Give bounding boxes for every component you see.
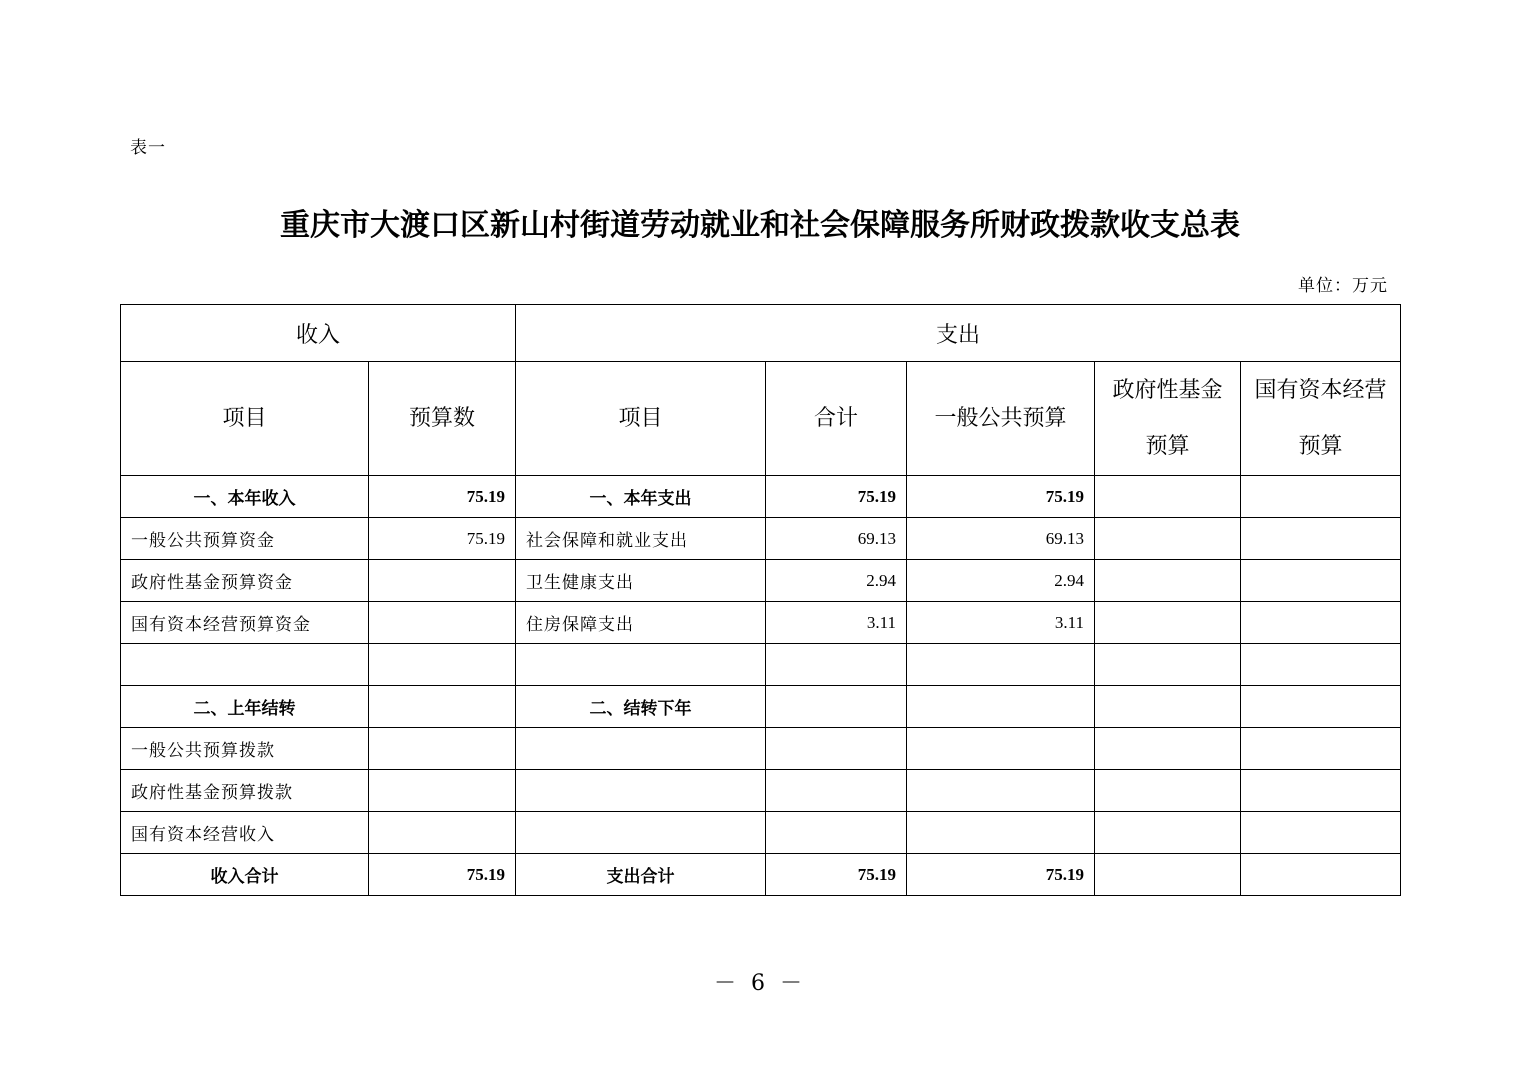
cell-gov-fund [1095, 770, 1241, 812]
cell-state-capital [1241, 476, 1401, 518]
header-gov-fund-budget: 政府性基金预算 [1095, 362, 1241, 476]
cell-income-item: 国有资本经营预算资金 [121, 602, 369, 644]
cell-income-value: 75.19 [369, 476, 516, 518]
cell-income-item [121, 644, 369, 686]
cell-expense-item [516, 728, 766, 770]
cell-total [766, 728, 907, 770]
cell-income-item: 政府性基金预算资金 [121, 560, 369, 602]
cell-state-capital [1241, 812, 1401, 854]
table-row [121, 560, 1401, 602]
header-income-budget: 预算数 [369, 362, 516, 476]
table-row [121, 686, 1401, 728]
cell-state-capital [1241, 854, 1401, 896]
table-row [121, 476, 1401, 518]
cell-income-value [369, 686, 516, 728]
cell-total [766, 812, 907, 854]
cell-total [766, 770, 907, 812]
cell-state-capital [1241, 644, 1401, 686]
cell-income-item: 一般公共预算拨款 [121, 728, 369, 770]
cell-income-value [369, 728, 516, 770]
cell-general [907, 812, 1095, 854]
cell-general: 75.19 [907, 476, 1095, 518]
cell-state-capital [1241, 728, 1401, 770]
table-row [121, 644, 1401, 686]
table-row [121, 518, 1401, 560]
cell-gov-fund [1095, 686, 1241, 728]
cell-gov-fund [1095, 644, 1241, 686]
budget-table [120, 304, 1401, 896]
cell-state-capital [1241, 770, 1401, 812]
cell-expense-item: 支出合计 [516, 854, 766, 896]
cell-total: 69.13 [766, 518, 907, 560]
cell-expense-item: 住房保障支出 [516, 602, 766, 644]
cell-general: 69.13 [907, 518, 1095, 560]
cell-expense-item: 二、结转下年 [516, 686, 766, 728]
cell-gov-fund [1095, 518, 1241, 560]
cell-total: 75.19 [766, 854, 907, 896]
cell-income-value [369, 560, 516, 602]
header-total: 合计 [766, 362, 907, 476]
cell-general [907, 644, 1095, 686]
unit-label: 单位：万元 [1298, 276, 1388, 296]
cell-general [907, 728, 1095, 770]
cell-expense-item [516, 812, 766, 854]
cell-expense-item: 社会保障和就业支出 [516, 518, 766, 560]
group-expense-header: 支出 [516, 305, 1401, 362]
cell-gov-fund [1095, 560, 1241, 602]
cell-income-item: 一、本年收入 [121, 476, 369, 518]
group-income-header: 收入 [121, 305, 516, 362]
cell-state-capital [1241, 686, 1401, 728]
header-general-budget: 一般公共预算 [907, 362, 1095, 476]
cell-income-item: 收入合计 [121, 854, 369, 896]
cell-total [766, 644, 907, 686]
cell-income-value [369, 602, 516, 644]
cell-general: 3.11 [907, 602, 1095, 644]
table-label: 表一 [130, 138, 166, 158]
cell-total [766, 686, 907, 728]
cell-income-item: 一般公共预算资金 [121, 518, 369, 560]
cell-general [907, 686, 1095, 728]
cell-income-item: 政府性基金预算拨款 [121, 770, 369, 812]
page-number: － 6 － [714, 971, 806, 996]
cell-income-item: 国有资本经营收入 [121, 812, 369, 854]
page-title: 重庆市大渡口区新山村街道劳动就业和社会保障服务所财政拨款收支总表 [280, 208, 1240, 243]
cell-expense-item [516, 644, 766, 686]
cell-expense-item: 卫生健康支出 [516, 560, 766, 602]
group-header-row [121, 305, 1401, 362]
column-header-row [121, 362, 1401, 476]
header-income-item: 项目 [121, 362, 369, 476]
cell-general: 2.94 [907, 560, 1095, 602]
cell-income-value: 75.19 [369, 854, 516, 896]
cell-state-capital [1241, 602, 1401, 644]
cell-income-value [369, 644, 516, 686]
cell-state-capital [1241, 518, 1401, 560]
cell-expense-item: 一、本年支出 [516, 476, 766, 518]
cell-gov-fund [1095, 812, 1241, 854]
table-row [121, 770, 1401, 812]
cell-gov-fund [1095, 728, 1241, 770]
cell-total: 75.19 [766, 476, 907, 518]
cell-expense-item [516, 770, 766, 812]
table-row [121, 602, 1401, 644]
cell-general: 75.19 [907, 854, 1095, 896]
cell-total: 3.11 [766, 602, 907, 644]
cell-state-capital [1241, 560, 1401, 602]
cell-total: 2.94 [766, 560, 907, 602]
cell-income-value [369, 812, 516, 854]
cell-income-value: 75.19 [369, 518, 516, 560]
cell-gov-fund [1095, 854, 1241, 896]
cell-income-value [369, 770, 516, 812]
cell-gov-fund [1095, 476, 1241, 518]
header-expense-item: 项目 [516, 362, 766, 476]
cell-general [907, 770, 1095, 812]
table-row [121, 812, 1401, 854]
table-row [121, 728, 1401, 770]
cell-gov-fund [1095, 602, 1241, 644]
table-row [121, 854, 1401, 896]
cell-income-item: 二、上年结转 [121, 686, 369, 728]
header-state-capital-budget: 国有资本经营预算 [1241, 362, 1401, 476]
